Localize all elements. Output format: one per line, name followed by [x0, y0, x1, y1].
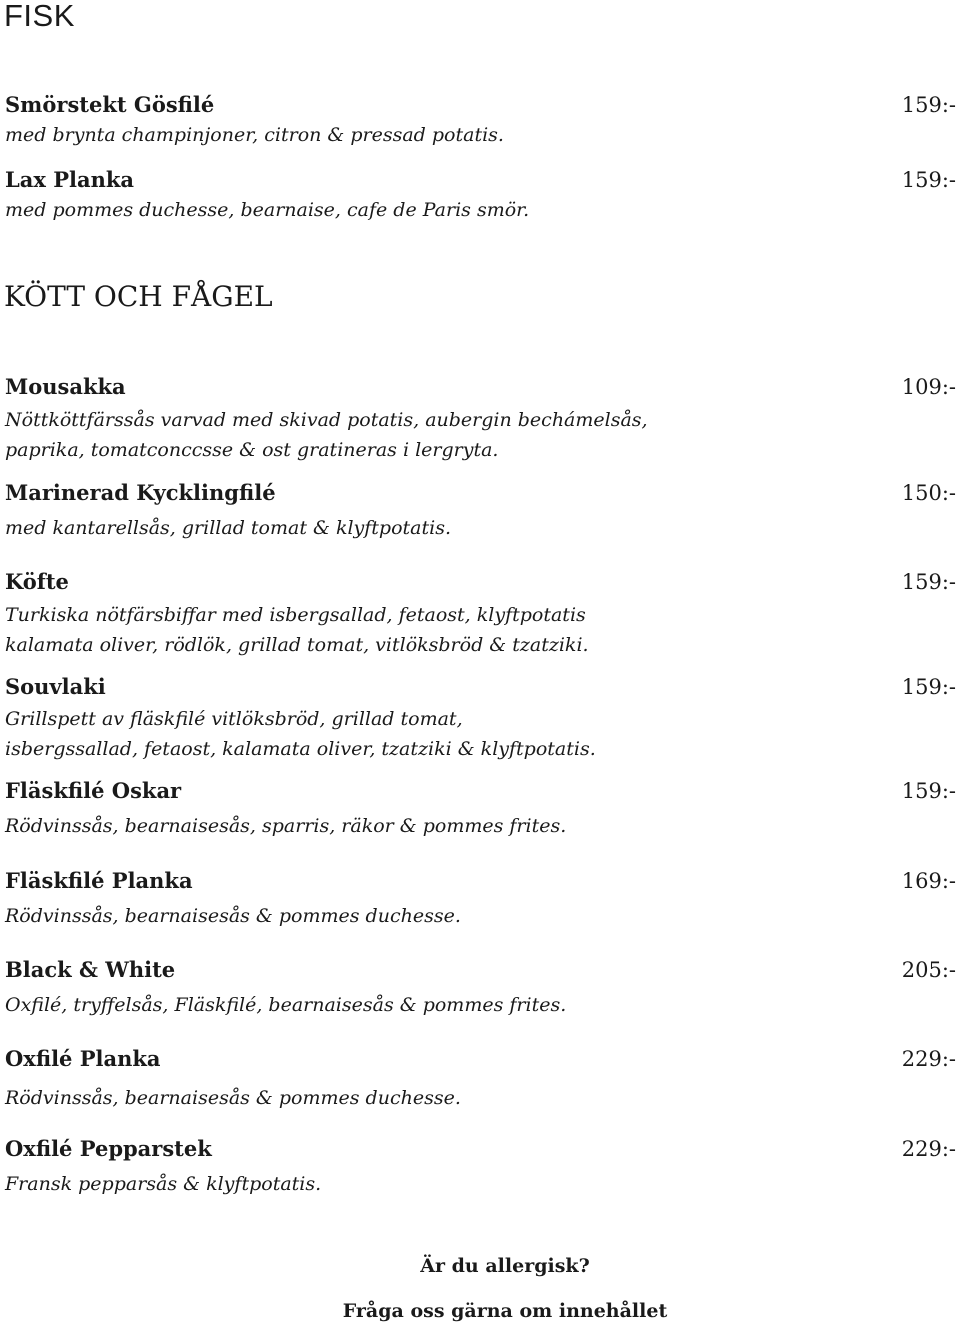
dish-description: Grillspett av fläskfilé vitlöksbröd, grillad tomat,	[5, 708, 463, 730]
section-title-kott-och-fagel: KÖTT OCH FÅGEL	[4, 280, 273, 313]
dish-description: Fransk pepparsås & klyftpotatis.	[5, 1173, 322, 1195]
dish-price: 169:-	[901, 869, 956, 893]
dish-name: Souvlaki	[5, 674, 106, 699]
dish-description: Nöttköttfärssås varvad med skivad potatis, aubergin bechámelsås,	[5, 409, 648, 431]
dish-description: Turkiska nötfärsbiffar med isbergsallad, fetaost, klyftpotatis	[5, 604, 586, 626]
section-title-fisk: FISK	[4, 0, 75, 33]
dish-description: kalamata oliver, rödlök, grillad tomat, vitlöksbröd & tzatziki.	[5, 634, 589, 656]
dish-description: med pommes duchesse, bearnaise, cafe de Paris smör.	[5, 199, 530, 221]
dish-name: Oxfilé Pepparstek	[5, 1136, 212, 1161]
dish-description: isbergssallad, fetaost, kalamata oliver, tzatziki & klyftpotatis.	[5, 738, 596, 760]
dish-price: 159:-	[901, 675, 956, 699]
dish-price: 109:-	[901, 375, 956, 399]
allergy-note: Fråga oss gärna om innehållet	[342, 1300, 668, 1322]
dish-price: 159:-	[901, 168, 956, 192]
dish-price: 159:-	[901, 570, 956, 594]
dish-price: 150:-	[901, 481, 956, 505]
dish-description: med kantarellsås, grillad tomat & klyftpotatis.	[5, 517, 451, 539]
dish-name: Lax Planka	[5, 167, 135, 192]
dish-name: Smörstekt Gösfilé	[5, 92, 215, 117]
dish-name: Oxfilé Planka	[5, 1046, 161, 1071]
dish-description: Rödvinssås, bearnaisesås & pommes duchesse.	[5, 1087, 461, 1109]
dish-name: Fläskfilé Planka	[5, 868, 193, 893]
dish-price: 159:-	[901, 93, 956, 117]
dish-name: Marinerad Kycklingfilé	[5, 480, 276, 505]
allergy-question: Är du allergisk?	[420, 1255, 590, 1277]
dish-price: 229:-	[901, 1137, 956, 1161]
dish-description: paprika, tomatconccsse & ost gratineras i lergryta.	[5, 439, 499, 461]
dish-price: 229:-	[901, 1047, 956, 1071]
dish-description: Rödvinssås, bearnaisesås & pommes duchesse.	[5, 905, 461, 927]
dish-name: Fläskfilé Oskar	[5, 778, 182, 803]
dish-name: Black & White	[5, 957, 176, 982]
dish-price: 205:-	[901, 958, 956, 982]
dish-name: Mousakka	[5, 374, 126, 399]
dish-description: Rödvinssås, bearnaisesås, sparris, räkor & pommes frites.	[5, 815, 567, 837]
dish-name: Köfte	[5, 569, 69, 594]
dish-description: Oxfilé, tryffelsås, Fläskfilé, bearnaisesås & pommes frites.	[5, 994, 567, 1016]
dish-price: 159:-	[901, 779, 956, 803]
dish-description: med brynta champinjoner, citron & pressad potatis.	[5, 124, 504, 146]
